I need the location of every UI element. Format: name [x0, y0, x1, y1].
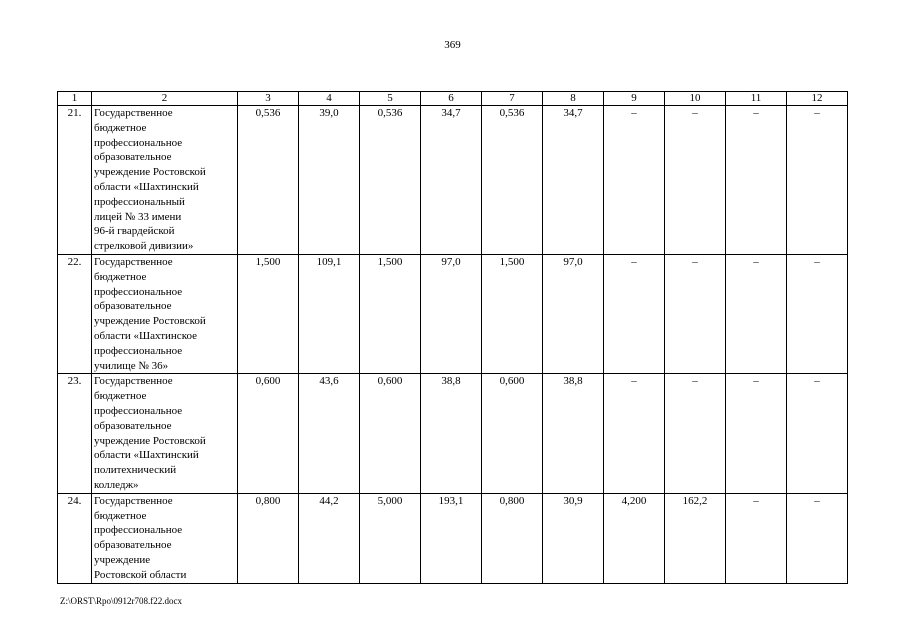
column-header: 2 — [92, 92, 238, 106]
value-cell: 0,600 — [238, 374, 299, 493]
budget-table — [57, 91, 848, 584]
table-row — [58, 493, 848, 583]
value-cell: 38,8 — [543, 374, 604, 493]
column-header: 9 — [604, 92, 665, 106]
value-cell: 5,000 — [360, 493, 421, 583]
value-cell: – — [726, 493, 787, 583]
table-row — [58, 106, 848, 255]
value-cell: 44,2 — [299, 493, 360, 583]
value-cell: 34,7 — [421, 106, 482, 255]
value-cell: – — [665, 254, 726, 373]
institution-name-line: области «Шахтинский — [94, 180, 199, 193]
value-cell: – — [787, 106, 848, 255]
institution-name-line: области «Шахтинское — [94, 329, 197, 342]
value-cell: – — [604, 106, 665, 255]
value-cell: 39,0 — [299, 106, 360, 255]
value-cell: 0,536 — [238, 106, 299, 255]
institution-name-line: стрелковой дивизии» — [94, 240, 194, 253]
institution-name-line: Государственное — [94, 375, 173, 388]
column-header: 12 — [787, 92, 848, 106]
institution-name-line: 96-й гвардейской — [94, 225, 175, 238]
value-cell: – — [787, 254, 848, 373]
table-header-row — [58, 92, 848, 106]
institution-name-line: политехнический — [94, 464, 177, 477]
value-cell: 1,500 — [238, 254, 299, 373]
institution-name-line: лицей № 33 имени — [94, 210, 182, 223]
institution-name-line: бюджетное — [94, 270, 147, 283]
value-cell: – — [665, 374, 726, 493]
column-header: 11 — [726, 92, 787, 106]
value-cell: – — [726, 374, 787, 493]
institution-name-line: колледж» — [94, 478, 139, 491]
column-header: 1 — [58, 92, 92, 106]
institution-name-line: области «Шахтинский — [94, 449, 199, 462]
institution-name-line: образовательное — [94, 539, 172, 552]
institution-name-line: учреждение — [94, 553, 151, 566]
column-header: 8 — [543, 92, 604, 106]
institution-name-line: образовательное — [94, 300, 172, 313]
page-number: 369 — [444, 39, 461, 51]
column-header: 6 — [421, 92, 482, 106]
institution-name — [92, 254, 238, 373]
value-cell: 0,600 — [360, 374, 421, 493]
institution-name-line: профессиональный — [94, 195, 185, 208]
institution-name — [92, 106, 238, 255]
column-header: 3 — [238, 92, 299, 106]
table-row — [58, 374, 848, 493]
institution-name — [92, 374, 238, 493]
row-number: 23. — [58, 374, 92, 493]
institution-name — [92, 493, 238, 583]
institution-name-line: Государственное — [94, 107, 173, 119]
institution-name-line: Ростовской области — [94, 568, 187, 581]
institution-name-line: Государственное — [94, 494, 173, 507]
value-cell: 97,0 — [421, 254, 482, 373]
institution-name-line: бюджетное — [94, 121, 147, 134]
value-cell: 193,1 — [421, 493, 482, 583]
value-cell: 0,800 — [238, 493, 299, 583]
value-cell: 30,9 — [543, 493, 604, 583]
value-cell: 0,600 — [482, 374, 543, 493]
value-cell: 1,500 — [482, 254, 543, 373]
institution-name-line: профессиональное — [94, 136, 183, 149]
value-cell: – — [787, 374, 848, 493]
institution-name-line: профессиональное — [94, 404, 183, 417]
value-cell: – — [665, 106, 726, 255]
column-header: 4 — [299, 92, 360, 106]
file-path-footer: Z:\ORST\Rpo\0912r708.f22.docx — [60, 596, 182, 606]
value-cell: – — [604, 254, 665, 373]
institution-name-line: бюджетное — [94, 509, 147, 522]
row-number: 22. — [58, 254, 92, 373]
value-cell: 38,8 — [421, 374, 482, 493]
value-cell: – — [604, 374, 665, 493]
value-cell: 34,7 — [543, 106, 604, 255]
value-cell: 0,536 — [360, 106, 421, 255]
institution-name-line: образовательное — [94, 151, 172, 164]
value-cell: 0,536 — [482, 106, 543, 255]
institution-name-line: профессиональное — [94, 285, 183, 298]
institution-name-line: бюджетное — [94, 390, 147, 403]
value-cell: – — [726, 106, 787, 255]
institution-name-line: профессиональное — [94, 524, 183, 537]
institution-name-line: Государственное — [94, 255, 173, 268]
value-cell: 4,200 — [604, 493, 665, 583]
column-header: 7 — [482, 92, 543, 106]
institution-name-line: образовательное — [94, 419, 172, 432]
value-cell: 0,800 — [482, 493, 543, 583]
value-cell: 43,6 — [299, 374, 360, 493]
value-cell: 109,1 — [299, 254, 360, 373]
row-number: 21. — [58, 106, 92, 255]
row-number: 24. — [58, 493, 92, 583]
institution-name-line: учреждение Ростовской — [94, 315, 206, 328]
value-cell: 1,500 — [360, 254, 421, 373]
value-cell: 97,0 — [543, 254, 604, 373]
column-header: 10 — [665, 92, 726, 106]
institution-name-line: училище № 36» — [94, 359, 169, 372]
institution-name-line: учреждение Ростовской — [94, 434, 206, 447]
column-header: 5 — [360, 92, 421, 106]
value-cell: – — [726, 254, 787, 373]
institution-name-line: учреждение Ростовской — [94, 166, 206, 179]
value-cell: – — [787, 493, 848, 583]
value-cell: 162,2 — [665, 493, 726, 583]
institution-name-line: профессиональное — [94, 344, 183, 357]
table-row — [58, 254, 848, 373]
